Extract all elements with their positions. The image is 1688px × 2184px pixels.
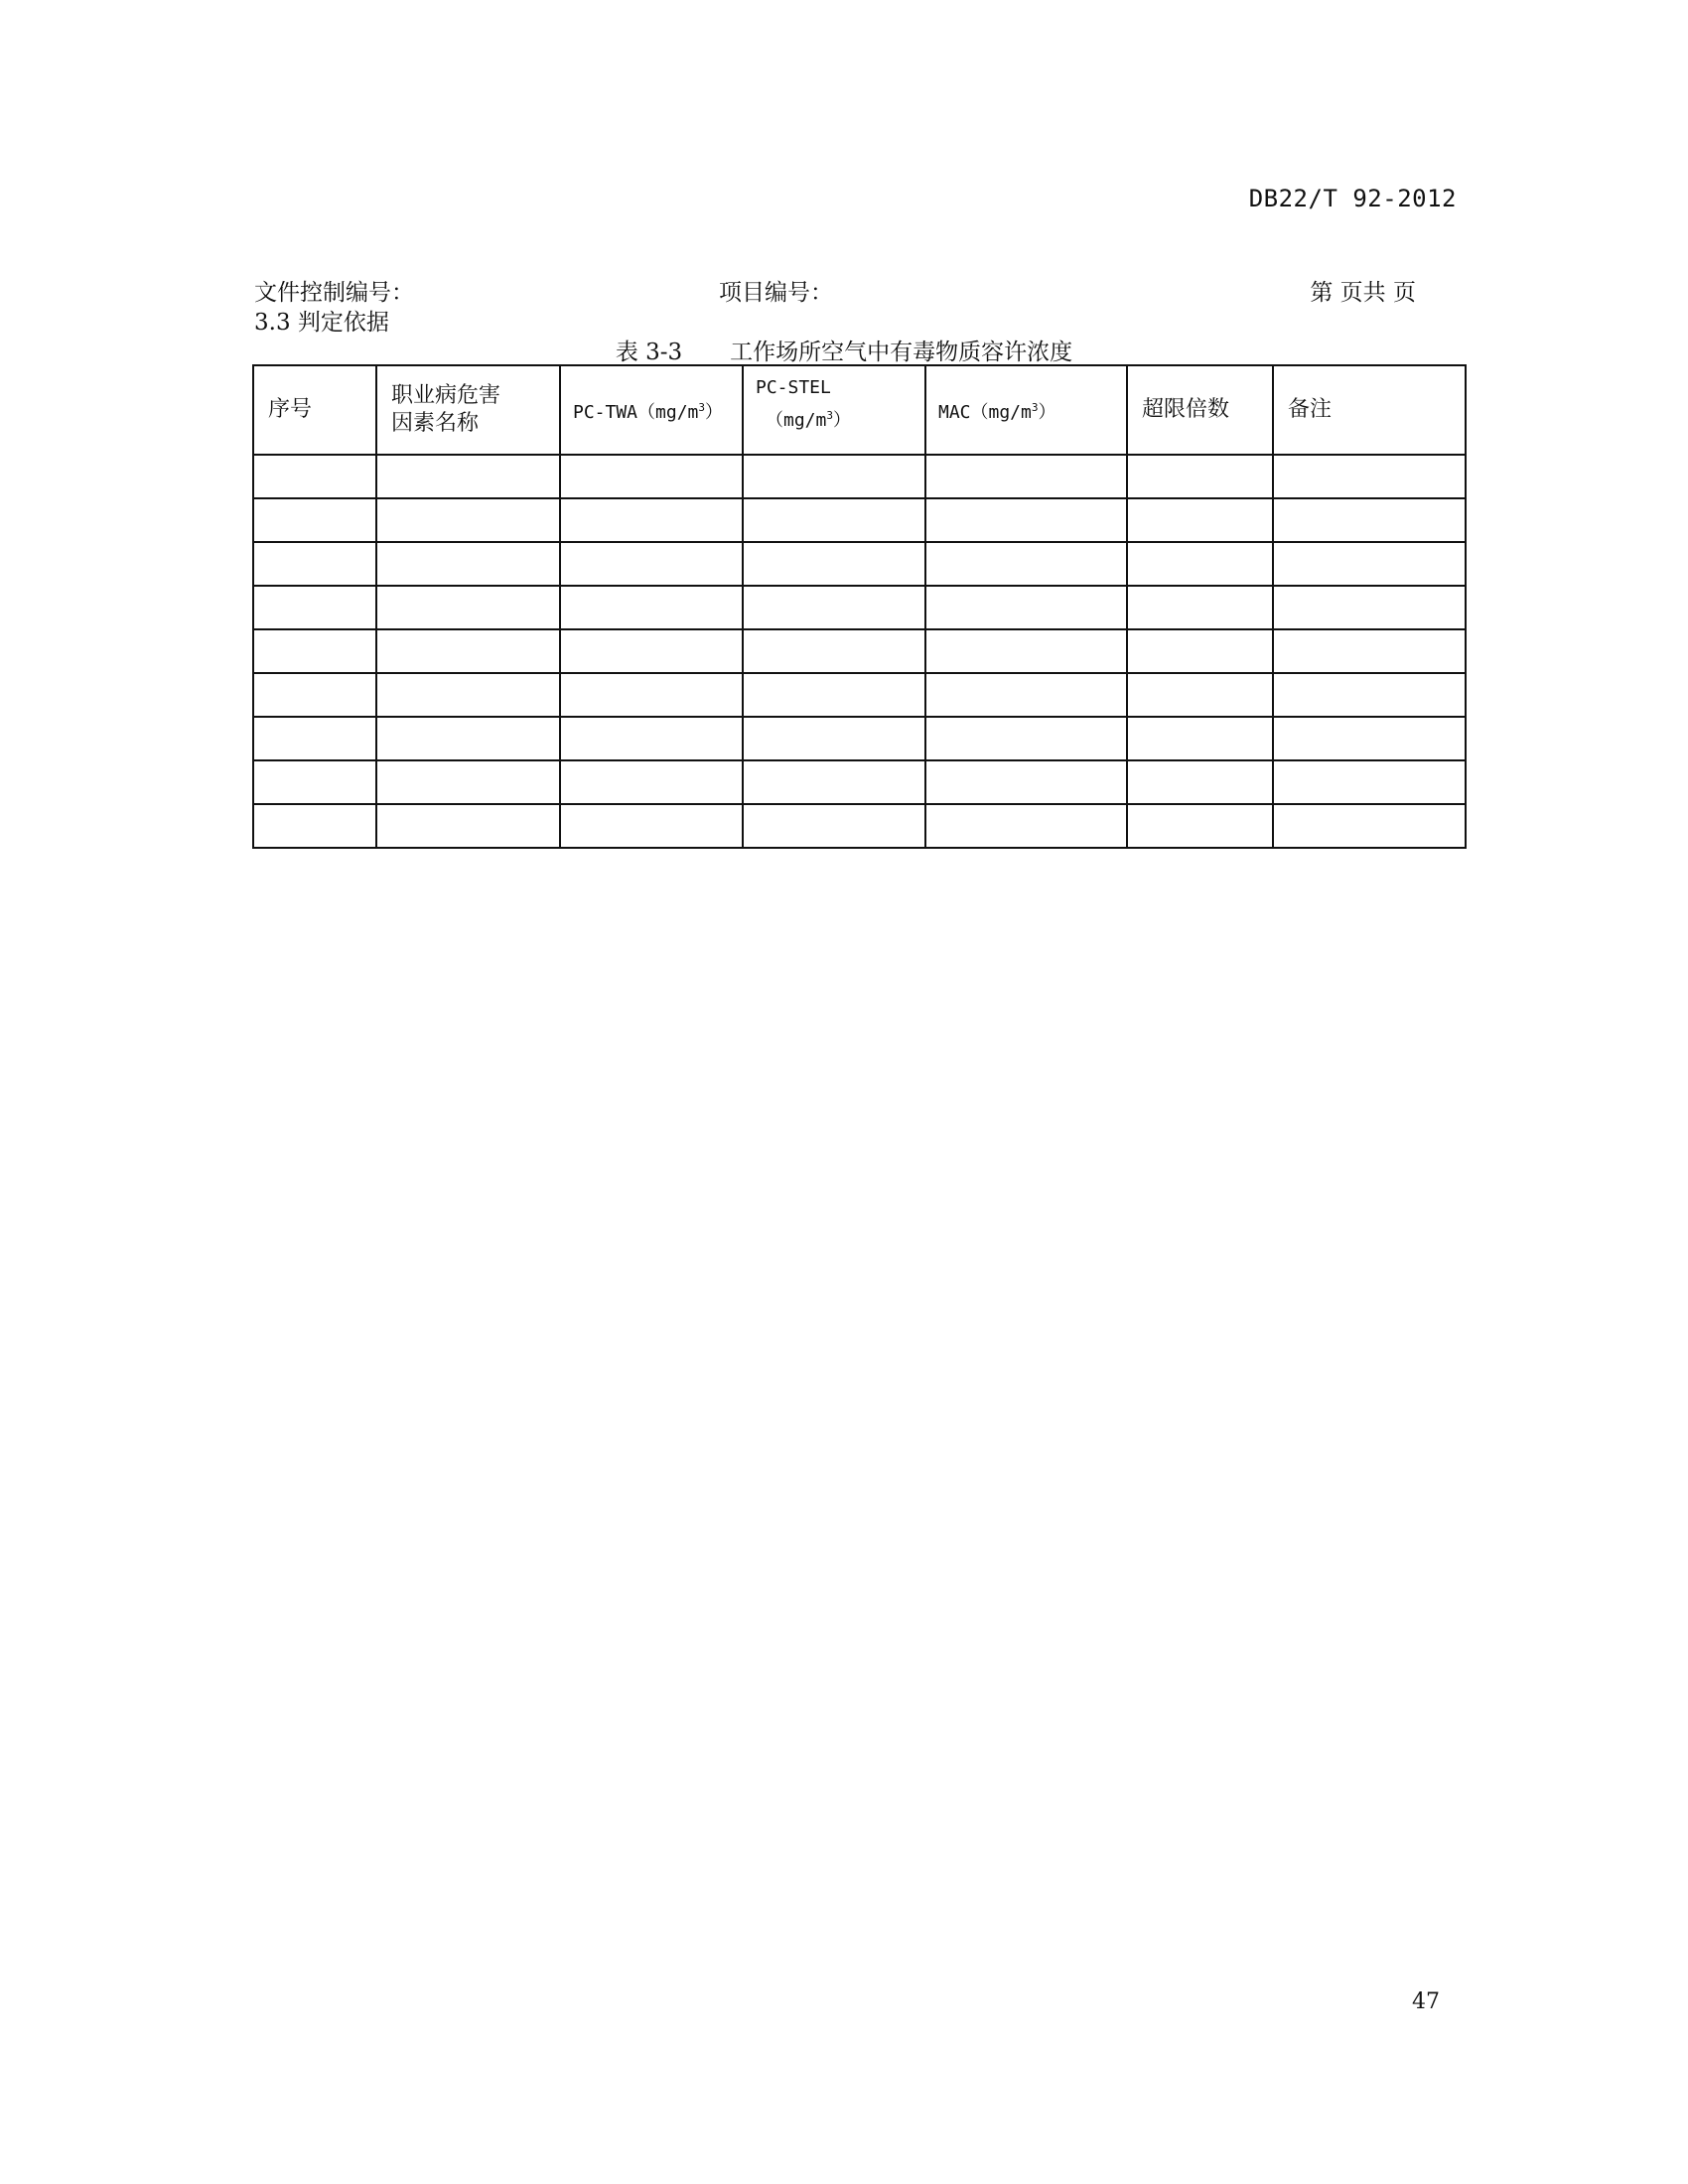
table-cell	[925, 586, 1127, 629]
superscript-3: 3	[826, 409, 833, 422]
col-header-hazard-name-line2: 因素名称	[391, 411, 480, 436]
table-row	[253, 804, 1466, 848]
col-header-serial-no	[253, 365, 376, 455]
document-header-row	[254, 274, 1416, 304]
section-title: 3.3 判定依据	[254, 310, 389, 336]
table-cell	[376, 760, 560, 804]
table-cell	[1273, 629, 1466, 673]
table-row	[253, 455, 1466, 498]
table-cell	[560, 717, 743, 760]
col-header-mac	[925, 365, 1127, 455]
table-cell	[253, 804, 376, 848]
table-caption	[0, 334, 1688, 366]
superscript-3: 3	[1031, 400, 1039, 414]
table-row	[253, 498, 1466, 542]
project-no-label: 项目编号：	[719, 280, 833, 306]
table-cell	[1127, 498, 1273, 542]
table-row	[253, 542, 1466, 586]
table-cell	[1127, 586, 1273, 629]
table-cell	[925, 804, 1127, 848]
col-header-hazard-name	[376, 365, 560, 455]
col-header-pc-twa	[560, 365, 743, 455]
table-cell	[253, 542, 376, 586]
table-cell	[925, 542, 1127, 586]
table-body	[253, 455, 1466, 848]
standard-code: DB22/T 92-2012	[1248, 185, 1457, 212]
table-row	[253, 629, 1466, 673]
table-cell	[376, 542, 560, 586]
doc-control-label: 文件控制编号：	[254, 280, 414, 306]
table-cell	[1273, 542, 1466, 586]
table-cell	[1273, 498, 1466, 542]
col-header-hazard-name-line1: 职业病危害	[391, 383, 501, 408]
table-cell	[376, 498, 560, 542]
close-paren: ）	[705, 401, 723, 423]
table-row	[253, 717, 1466, 760]
table-cell	[743, 629, 925, 673]
table-cell	[253, 673, 376, 717]
table-cell	[1127, 629, 1273, 673]
table-cell	[743, 542, 925, 586]
table-cell	[1273, 804, 1466, 848]
table-cell	[925, 717, 1127, 760]
page-info: 第 页共 页	[1310, 280, 1416, 306]
table-cell	[560, 586, 743, 629]
table-cell	[560, 498, 743, 542]
col-header-mac-text: MAC（mg/m	[938, 401, 1032, 423]
table-cell	[925, 629, 1127, 673]
col-header-pc-stel	[743, 365, 925, 455]
table-cell	[376, 717, 560, 760]
table-cell	[925, 673, 1127, 717]
col-header-exceed-multiple	[1127, 365, 1273, 455]
col-header-exceed-multiple-label: 超限倍数	[1142, 397, 1230, 422]
table-row	[253, 673, 1466, 717]
table-cell	[1273, 455, 1466, 498]
col-header-pc-stel-line2	[756, 402, 924, 435]
close-paren: ）	[832, 410, 851, 431]
table-cell	[925, 498, 1127, 542]
table-cell	[1127, 673, 1273, 717]
table-cell	[743, 717, 925, 760]
table-cell	[1273, 586, 1466, 629]
superscript-3: 3	[698, 400, 705, 414]
table-cell	[253, 455, 376, 498]
page-number: 47	[1412, 1989, 1440, 2014]
table-cell	[743, 498, 925, 542]
table-cell	[743, 455, 925, 498]
table-cell	[376, 804, 560, 848]
table-cell	[1273, 760, 1466, 804]
table-row	[253, 586, 1466, 629]
col-header-serial-no-label: 序号	[268, 397, 313, 422]
table-cell	[376, 629, 560, 673]
col-header-remarks-label: 备注	[1288, 397, 1333, 422]
col-header-remarks	[1273, 365, 1466, 455]
table-caption-number: 表 3-3	[615, 340, 683, 365]
table-cell	[925, 760, 1127, 804]
table-cell	[560, 542, 743, 586]
table-cell	[1127, 455, 1273, 498]
table-cell	[1273, 717, 1466, 760]
close-paren: ）	[1038, 401, 1056, 423]
table-cell	[743, 760, 925, 804]
table-cell	[560, 455, 743, 498]
table-cell	[1127, 542, 1273, 586]
table-cell	[925, 455, 1127, 498]
table-cell	[1127, 760, 1273, 804]
table-cell	[560, 804, 743, 848]
table-caption-title: 工作场所空气中有毒物质容许浓度	[730, 340, 1073, 365]
col-header-pc-stel-line1: PC-STEL	[756, 377, 831, 398]
col-header-pc-twa-text: PC-TWA（mg/m	[573, 401, 699, 423]
table-cell	[560, 760, 743, 804]
table-cell	[1127, 804, 1273, 848]
table-cell	[253, 586, 376, 629]
table-cell	[253, 760, 376, 804]
table-header-row	[253, 365, 1466, 455]
table-cell	[1127, 717, 1273, 760]
table-cell	[376, 455, 560, 498]
table-cell	[560, 629, 743, 673]
toxic-substance-limits-table	[252, 364, 1467, 849]
table-cell	[253, 629, 376, 673]
table-cell	[743, 804, 925, 848]
table-cell	[376, 586, 560, 629]
table-cell	[376, 673, 560, 717]
table-cell	[743, 586, 925, 629]
table-cell	[1273, 673, 1466, 717]
table-cell	[743, 673, 925, 717]
table-cell	[253, 498, 376, 542]
col-header-pc-stel-unit: （mg/m	[766, 410, 827, 431]
table-row	[253, 760, 1466, 804]
table-cell	[560, 673, 743, 717]
table-cell	[253, 717, 376, 760]
